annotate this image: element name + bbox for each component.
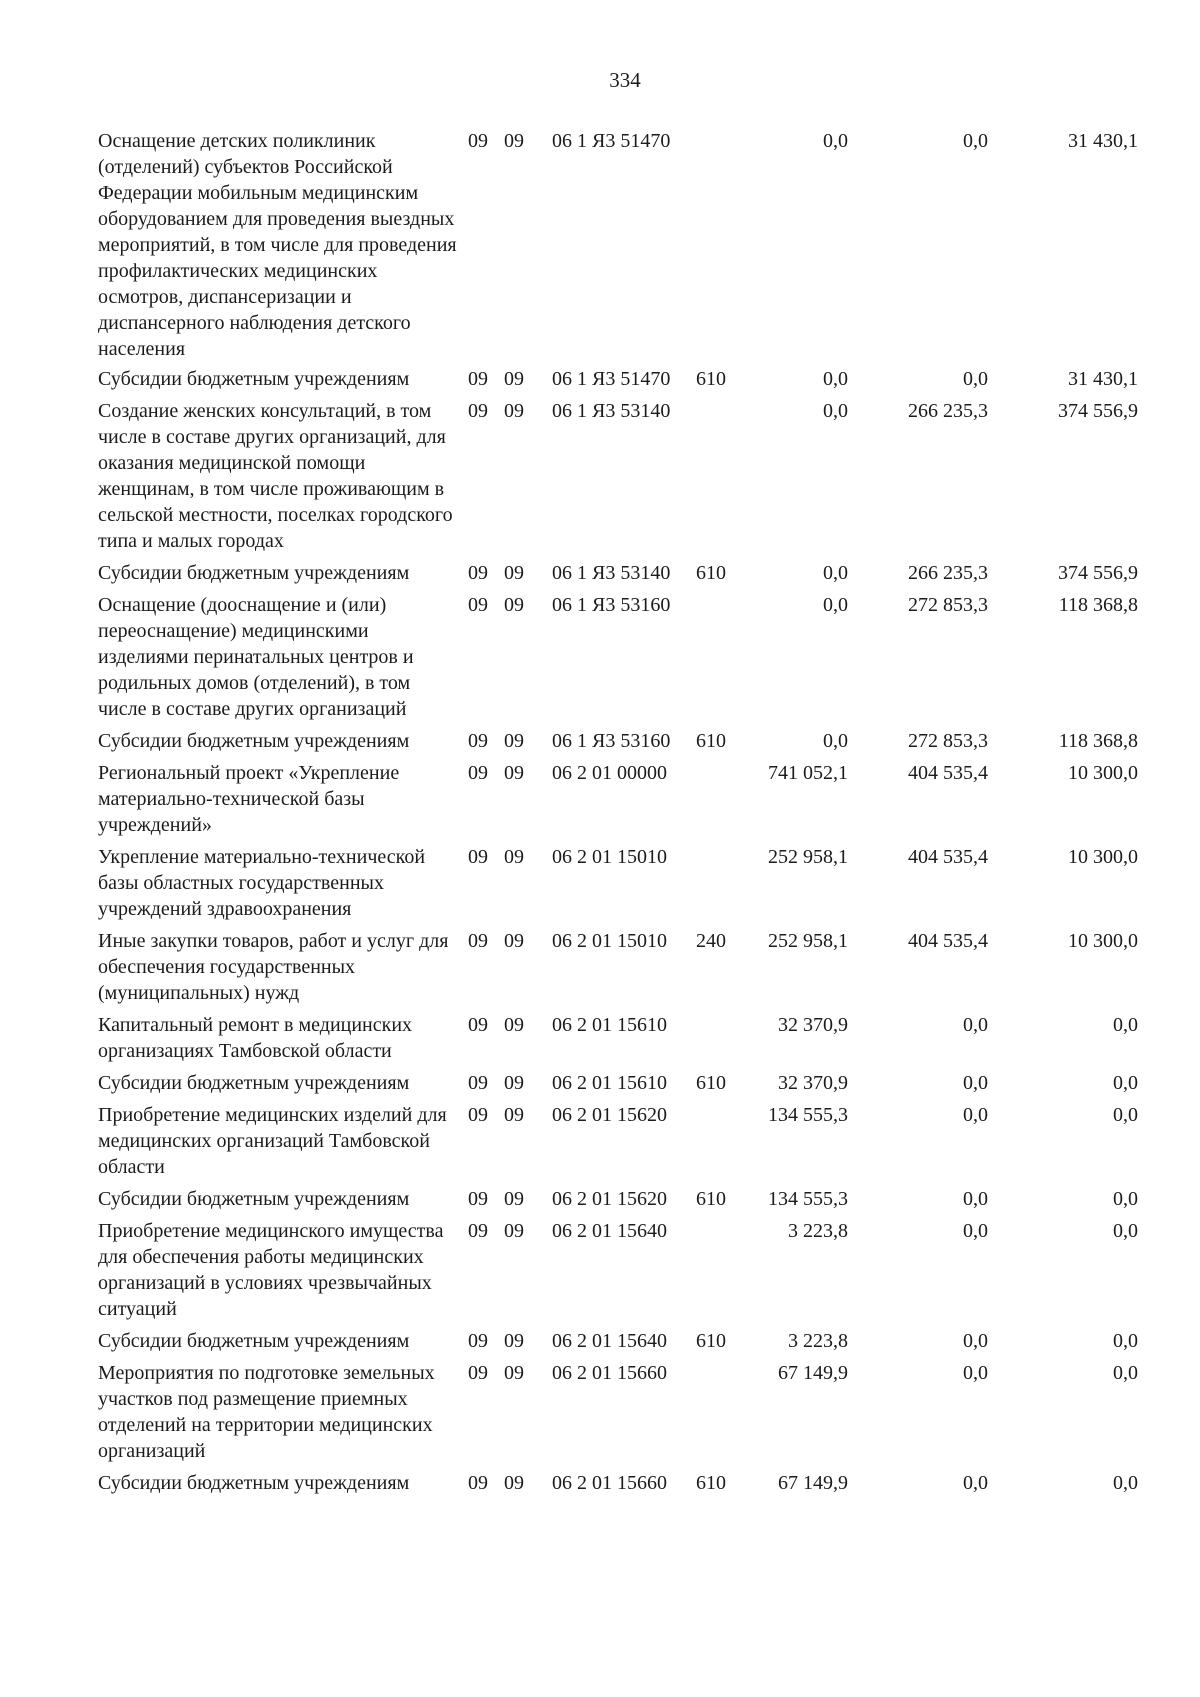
subsection-code: 09 bbox=[504, 368, 524, 390]
target-article-code: 06 2 01 15660 bbox=[552, 1362, 667, 1384]
expense-type-code: 610 bbox=[696, 1188, 726, 1210]
amount-year-3: 0,0 bbox=[1113, 1220, 1138, 1242]
amount-year-3: 374 556,9 bbox=[1058, 400, 1138, 422]
amount-year-2: 0,0 bbox=[963, 130, 988, 152]
amount-year-1: 0,0 bbox=[823, 730, 848, 752]
amount-year-1: 67 149,9 bbox=[778, 1362, 848, 1384]
expense-name: Создание женских консультаций, в том числе в составе других организаций, для оказания медицинской помощи женщинам, в том числе проживающим в сельской местности, поселках городского типа и малых городах bbox=[98, 400, 453, 552]
amount-year-2: 0,0 bbox=[963, 1472, 988, 1494]
table-row bbox=[98, 1360, 1178, 1464]
expense-type-code: 610 bbox=[696, 1330, 726, 1352]
table-row bbox=[98, 366, 1178, 392]
amount-year-3: 0,0 bbox=[1113, 1104, 1138, 1126]
expense-name: Оснащение (дооснащение и (или) переоснащение) медицинскими изделиями перинатальных центров и родильных домов (отделений), в том числе в составе других организаций bbox=[98, 594, 414, 720]
subsection-code: 09 bbox=[504, 400, 524, 422]
subsection-code: 09 bbox=[504, 730, 524, 752]
amount-year-1: 0,0 bbox=[823, 400, 848, 422]
amount-year-1: 0,0 bbox=[823, 368, 848, 390]
amount-year-3: 0,0 bbox=[1113, 1330, 1138, 1352]
target-article-code: 06 2 01 15610 bbox=[552, 1072, 667, 1094]
expense-name: Укрепление материально-технической базы областных государственных учреждений здравоохранения bbox=[98, 846, 426, 920]
table-row bbox=[98, 1328, 1178, 1354]
amount-year-2: 404 535,4 bbox=[908, 846, 988, 868]
table-row bbox=[98, 1186, 1178, 1212]
expense-type-code bbox=[686, 1360, 732, 1464]
expense-type-code: 610 bbox=[696, 562, 726, 584]
target-article-code: 06 1 Я3 51470 bbox=[552, 368, 671, 390]
section-code: 09 bbox=[468, 1014, 488, 1036]
amount-year-3: 10 300,0 bbox=[1068, 846, 1138, 868]
amount-year-1: 741 052,1 bbox=[768, 762, 848, 784]
target-article-code: 06 2 01 15640 bbox=[552, 1220, 667, 1242]
expense-type-code bbox=[686, 844, 732, 922]
amount-year-1: 0,0 bbox=[823, 130, 848, 152]
target-article-code: 06 2 01 15620 bbox=[552, 1188, 667, 1210]
expense-type-code bbox=[686, 760, 732, 838]
amount-year-1: 67 149,9 bbox=[778, 1472, 848, 1494]
table-row bbox=[98, 1070, 1178, 1096]
target-article-code: 06 2 01 15640 bbox=[552, 1330, 667, 1352]
expense-name: Приобретение медицинского имущества для обеспечения работы медицинских организаций в условиях чрезвычайных ситуаций bbox=[98, 1220, 444, 1320]
amount-year-2: 272 853,3 bbox=[908, 730, 988, 752]
target-article-code: 06 2 01 15610 bbox=[552, 1014, 667, 1036]
subsection-code: 09 bbox=[504, 1330, 524, 1352]
amount-year-3: 0,0 bbox=[1113, 1188, 1138, 1210]
amount-year-3: 374 556,9 bbox=[1058, 562, 1138, 584]
expense-type-code: 240 bbox=[696, 930, 726, 952]
expense-name: Иные закупки товаров, работ и услуг для обеспечения государственных (муниципальных) нужд bbox=[98, 930, 449, 1004]
amount-year-3: 10 300,0 bbox=[1068, 762, 1138, 784]
table-row bbox=[98, 1012, 1178, 1064]
amount-year-2: 0,0 bbox=[963, 1014, 988, 1036]
amount-year-1: 32 370,9 bbox=[778, 1014, 848, 1036]
amount-year-2: 404 535,4 bbox=[908, 762, 988, 784]
expense-name: Субсидии бюджетным учреждениям bbox=[98, 1330, 410, 1352]
target-article-code: 06 2 01 15010 bbox=[552, 846, 667, 868]
target-article-code: 06 1 Я3 51470 bbox=[552, 130, 671, 152]
table-row bbox=[98, 1470, 1178, 1496]
subsection-code: 09 bbox=[504, 1072, 524, 1094]
section-code: 09 bbox=[468, 368, 488, 390]
amount-year-3: 0,0 bbox=[1113, 1472, 1138, 1494]
subsection-code: 09 bbox=[504, 130, 524, 152]
amount-year-2: 266 235,3 bbox=[908, 562, 988, 584]
table-row bbox=[98, 128, 1178, 360]
amount-year-3: 10 300,0 bbox=[1068, 930, 1138, 952]
target-article-code: 06 1 Я3 53160 bbox=[552, 594, 671, 616]
section-code: 09 bbox=[468, 400, 488, 422]
amount-year-1: 134 555,3 bbox=[768, 1188, 848, 1210]
expense-name: Субсидии бюджетным учреждениям bbox=[98, 1072, 410, 1094]
expense-type-code bbox=[686, 128, 732, 360]
subsection-code: 09 bbox=[504, 1220, 524, 1242]
table-row bbox=[98, 398, 1178, 554]
target-article-code: 06 2 01 15010 bbox=[552, 930, 667, 952]
target-article-code: 06 1 Я3 53160 bbox=[552, 730, 671, 752]
amount-year-2: 0,0 bbox=[963, 368, 988, 390]
expense-name: Субсидии бюджетным учреждениям bbox=[98, 562, 410, 584]
expense-name: Оснащение детских поликлиник (отделений) субъектов Российской Федерации мобильным медицинским оборудованием для проведения выездных мероприятий, в том числе для проведения профилактических медицинских осмотров, диспансеризации и диспансерного наблюдения детского населения bbox=[98, 130, 457, 360]
subsection-code: 09 bbox=[504, 762, 524, 784]
subsection-code: 09 bbox=[504, 1014, 524, 1036]
expense-name: Мероприятия по подготовке земельных участков под размещение приемных отделений на территории медицинских организаций bbox=[98, 1362, 435, 1462]
amount-year-1: 252 958,1 bbox=[768, 930, 848, 952]
amount-year-3: 31 430,1 bbox=[1068, 130, 1138, 152]
amount-year-2: 0,0 bbox=[963, 1188, 988, 1210]
table-row bbox=[98, 1218, 1178, 1322]
subsection-code: 09 bbox=[504, 1362, 524, 1384]
expense-name: Капитальный ремонт в медицинских организациях Тамбовской области bbox=[98, 1014, 413, 1062]
section-code: 09 bbox=[468, 1220, 488, 1242]
section-code: 09 bbox=[468, 1188, 488, 1210]
subsection-code: 09 bbox=[504, 594, 524, 616]
section-code: 09 bbox=[468, 594, 488, 616]
section-code: 09 bbox=[468, 730, 488, 752]
subsection-code: 09 bbox=[504, 1472, 524, 1494]
amount-year-3: 31 430,1 bbox=[1068, 368, 1138, 390]
subsection-code: 09 bbox=[504, 846, 524, 868]
amount-year-1: 0,0 bbox=[823, 594, 848, 616]
page-number: 334 bbox=[609, 68, 641, 92]
section-code: 09 bbox=[468, 562, 488, 584]
amount-year-1: 3 223,8 bbox=[788, 1330, 848, 1352]
amount-year-2: 404 535,4 bbox=[908, 930, 988, 952]
budget-table bbox=[98, 128, 1178, 1502]
expense-name: Региональный проект «Укрепление материально-технической базы учреждений» bbox=[98, 762, 400, 836]
expense-type-code bbox=[686, 1102, 732, 1180]
subsection-code: 09 bbox=[504, 930, 524, 952]
expense-type-code bbox=[686, 1012, 732, 1064]
target-article-code: 06 2 01 00000 bbox=[552, 762, 667, 784]
table-row bbox=[98, 760, 1178, 838]
amount-year-1: 0,0 bbox=[823, 562, 848, 584]
amount-year-2: 0,0 bbox=[963, 1220, 988, 1242]
amount-year-3: 0,0 bbox=[1113, 1072, 1138, 1094]
section-code: 09 bbox=[468, 762, 488, 784]
amount-year-1: 32 370,9 bbox=[778, 1072, 848, 1094]
expense-name: Субсидии бюджетным учреждениям bbox=[98, 730, 410, 752]
amount-year-2: 0,0 bbox=[963, 1362, 988, 1384]
section-code: 09 bbox=[468, 1362, 488, 1384]
target-article-code: 06 1 Я3 53140 bbox=[552, 400, 671, 422]
expense-type-code bbox=[686, 1218, 732, 1322]
amount-year-1: 134 555,3 bbox=[768, 1104, 848, 1126]
subsection-code: 09 bbox=[504, 1104, 524, 1126]
target-article-code: 06 1 Я3 53140 bbox=[552, 562, 671, 584]
amount-year-3: 118 368,8 bbox=[1058, 594, 1138, 616]
amount-year-3: 0,0 bbox=[1113, 1014, 1138, 1036]
amount-year-2: 0,0 bbox=[963, 1104, 988, 1126]
amount-year-2: 266 235,3 bbox=[908, 400, 988, 422]
table-row bbox=[98, 928, 1178, 1006]
section-code: 09 bbox=[468, 1104, 488, 1126]
expense-type-code bbox=[686, 398, 732, 554]
section-code: 09 bbox=[468, 130, 488, 152]
subsection-code: 09 bbox=[504, 562, 524, 584]
table-row bbox=[98, 592, 1178, 722]
expense-type-code: 610 bbox=[696, 730, 726, 752]
subsection-code: 09 bbox=[504, 1188, 524, 1210]
expense-name: Субсидии бюджетным учреждениям bbox=[98, 1472, 410, 1494]
amount-year-2: 0,0 bbox=[963, 1072, 988, 1094]
amount-year-3: 118 368,8 bbox=[1058, 730, 1138, 752]
expense-name: Субсидии бюджетным учреждениям bbox=[98, 368, 410, 390]
table-row bbox=[98, 844, 1178, 922]
target-article-code: 06 2 01 15620 bbox=[552, 1104, 667, 1126]
amount-year-2: 272 853,3 bbox=[908, 594, 988, 616]
section-code: 09 bbox=[468, 1072, 488, 1094]
section-code: 09 bbox=[468, 846, 488, 868]
target-article-code: 06 2 01 15660 bbox=[552, 1472, 667, 1494]
expense-type-code: 610 bbox=[696, 1072, 726, 1094]
expense-type-code: 610 bbox=[696, 1472, 726, 1494]
expense-type-code: 610 bbox=[696, 368, 726, 390]
expense-name: Субсидии бюджетным учреждениям bbox=[98, 1188, 410, 1210]
table-row bbox=[98, 560, 1178, 586]
section-code: 09 bbox=[468, 1472, 488, 1494]
section-code: 09 bbox=[468, 930, 488, 952]
amount-year-1: 3 223,8 bbox=[788, 1220, 848, 1242]
section-code: 09 bbox=[468, 1330, 488, 1352]
amount-year-3: 0,0 bbox=[1113, 1362, 1138, 1384]
amount-year-1: 252 958,1 bbox=[768, 846, 848, 868]
table-row bbox=[98, 728, 1178, 754]
expense-type-code bbox=[686, 592, 732, 722]
amount-year-2: 0,0 bbox=[963, 1330, 988, 1352]
expense-name: Приобретение медицинских изделий для медицинских организаций Тамбовской области bbox=[98, 1104, 447, 1178]
table-row bbox=[98, 1102, 1178, 1180]
